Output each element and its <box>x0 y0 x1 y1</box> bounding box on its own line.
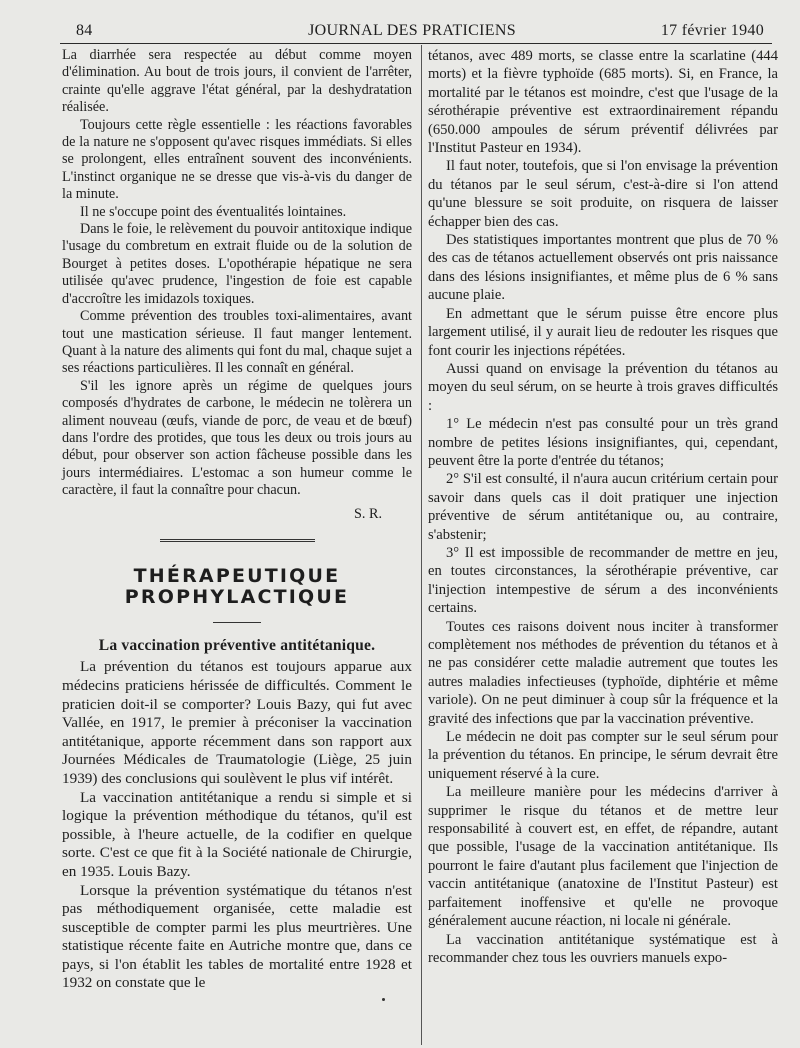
article-body-left <box>62 658 412 993</box>
paragraph: 1° Le médecin n'est pas consulté pour un très grand nombre de petites lésions insignifiantes, qui, cependant, peuvent être la porte d'entrée du tétanos; <box>428 416 778 469</box>
column-separator <box>421 45 422 1045</box>
paragraph: Toutes ces raisons doivent nous inciter à transformer complètement nos méthodes de prévention du tétanos et à ne pas considérer cette maladie autrement que toutes les autres maladies infectieuses (typhoïde, diphtérie et même variole). On ne peut diminuer à coup sûr la fréquence et la gravité des infections que par la vaccination préventive. <box>428 618 778 727</box>
paragraph: S'il les ignore après un régime de quelques jours composés d'hydrates de carbone, le médecin ne tolèrera un aliment nouveau (œufs, viande de porc, de veau et de bœuf) dans l'ordre des protides, que tous les deux ou trois jours au début, pour observer son action fâcheuse possible dans les jours intermédiaires. L'estomac a son humeur comme le caractère, il faut la connaître pour chacun. <box>62 377 412 499</box>
section-title-line2: PROPHYLACTIQUE <box>124 585 350 608</box>
print-mark <box>382 998 385 1001</box>
journal-title: JOURNAL DES PRATICIENS <box>308 22 516 39</box>
right-column <box>428 47 778 967</box>
page-number: 84 <box>76 22 93 39</box>
paragraph: Il ne s'occupe point des éventualités lointaines. <box>80 203 347 220</box>
paragraph: Dans le foie, le relèvement du pouvoir antitoxique indique l'usage du combretum en extrait fluide ou de la solution de Bourget à petites doses. L'opothérapie hépatique ne sera utilisée qu'avec prudence, l'ingestion de foie est capable d'accroître les imidazols toxiques. <box>62 221 412 307</box>
section-title-line1: THÉRAPEUTIQUE <box>133 564 341 587</box>
page-header <box>60 18 764 44</box>
left-column <box>62 47 412 993</box>
paragraph: Le médecin ne doit pas compter sur le seul sérum pour la prévention du tétanos. En principe, le sérum devrait être uniquement réservé à la cure. <box>428 729 778 782</box>
paragraph: 3° Il est impossible de recommander de mettre en jeu, en toutes circonstances, la sérothérapie préventive, car l'injection intempestive de sérum a des inconvénients certains. <box>428 544 778 617</box>
author-signature: S. R. <box>354 505 382 522</box>
paragraph: Toujours cette règle essentielle : les réactions favorables de la nature ne s'opposent qu'avec risques immédiats. Si elles se prolongent, elles entraînent souvent des inconvénients. L'instinct organique ne se dresse que vis-à-vis du danger de la minute. <box>62 116 412 203</box>
paragraph: tétanos, avec 489 morts, se classe entre la scarlatine (444 morts) et la fièvre typhoïde (685 morts). Si, en France, la mortalité par le tétanos est moindre, c'est que l'usage de la sérothérapie préventive est extraordinairement répandu (650.000 ampoules de sérum préventif délivrées par l'Institut Pasteur en 1934). <box>428 48 778 157</box>
paragraph: 2° S'il est consulté, il n'aura aucun critérium certain pour savoir dans quels cas il doit pratiquer une injection préventive de sérum antitétanique ou, au contraire, s'abstenir; <box>428 471 778 543</box>
paragraph: La diarrhée sera respectée au début comme moyen d'élimination. Au bout de trois jours, il convient de l'arrêter, crainte qu'elle aggrave l'état général, par la deshydratation réalisée. <box>62 47 412 116</box>
header-rule <box>60 43 772 44</box>
paragraph: Il faut noter, toutefois, que si l'on envisage la prévention du tétanos par le seul sérum, c'est-à-dire si l'on attend qu'une blessure se soit produite, on risquera de laisser échapper bien des cas. <box>428 158 778 230</box>
paragraph: Des statistiques importantes montrent que plus de 70 % des cas de tétanos actuellement observés ont pris naissance dans des lésions insignifiantes, et même plus de 6 % sans aucune plaie. <box>428 232 778 304</box>
article-title: La vaccination préventive antitétanique. <box>98 636 376 654</box>
paragraph: La meilleure manière pour les médecins d'arriver à supprimer le risque du tétanos et de mettre leur responsabilité à couvert est, en effet, de répandre, autant que possible, l'usage de la vaccination antitétanique. Ils pourront le faire d'autant plus facilement que l'injection de vaccin antitétanique (anatoxine de l'Institut Pasteur) est parfaitement inoffensive et qu'elle ne provoque généralement aucune réaction, ni locale ni générale. <box>428 784 778 930</box>
section-title <box>62 566 412 608</box>
paragraph: La vaccination antitétanique a rendu si simple et si logique la prévention méthodique du tétanos, qu'il est possible, à l'heure actuelle, de la codifier en quelque sorte. C'est ce que fit à la Société nationale de Chirurgie, en 1935. Louis Bazy. <box>62 788 412 880</box>
paragraph: Comme prévention des troubles toxi-alimentaires, avant tout une mastication sérieuse. Il faut manger lentement. Quant à la nature des aliments qui font du mal, chaque sujet a ses réactions particulières. Il les connaît en général. <box>62 308 412 377</box>
paragraph: Lorsque la prévention systématique du tétanos n'est pas méthodiquement organisée, cette maladie est susceptible de compter parmi les plus meurtrières. Une statistique récente faite en Autriche montre que, dans ce pays, si l'on établit les tables de mortalité entre 1928 et 1932 on constate que le <box>62 881 412 992</box>
title-divider <box>213 622 261 623</box>
paragraph: La vaccination antitétanique systématique est à recommander chez tous les ouvriers manuels expo- <box>428 931 778 966</box>
paragraph: En admettant que le sérum puisse être encore plus largement utilisé, il y aurait lieu de redouter les risques que font courir les injections répétées. <box>428 305 778 359</box>
paragraph: Aussi quand on envisage la prévention du tétanos au moyen du seul sérum, on se heurte à trois graves difficultés : <box>428 360 778 414</box>
section-divider <box>160 539 315 542</box>
issue-date: 17 février 1940 <box>660 22 764 39</box>
paragraph: La prévention du tétanos est toujours apparue aux médecins praticiens hérissée de difficultés. Comment le praticien doit-il se comporter? Louis Bazy, qui fut avec Vallée, en 1917, le premier à préconiser la vaccination antitétanique, apporte récemment dans son rapport aux Journées Médicales de Traumatologie (Liège, 25 juin 1939) des conclusions qui soulèvent le plus vif intérêt. <box>62 658 412 787</box>
